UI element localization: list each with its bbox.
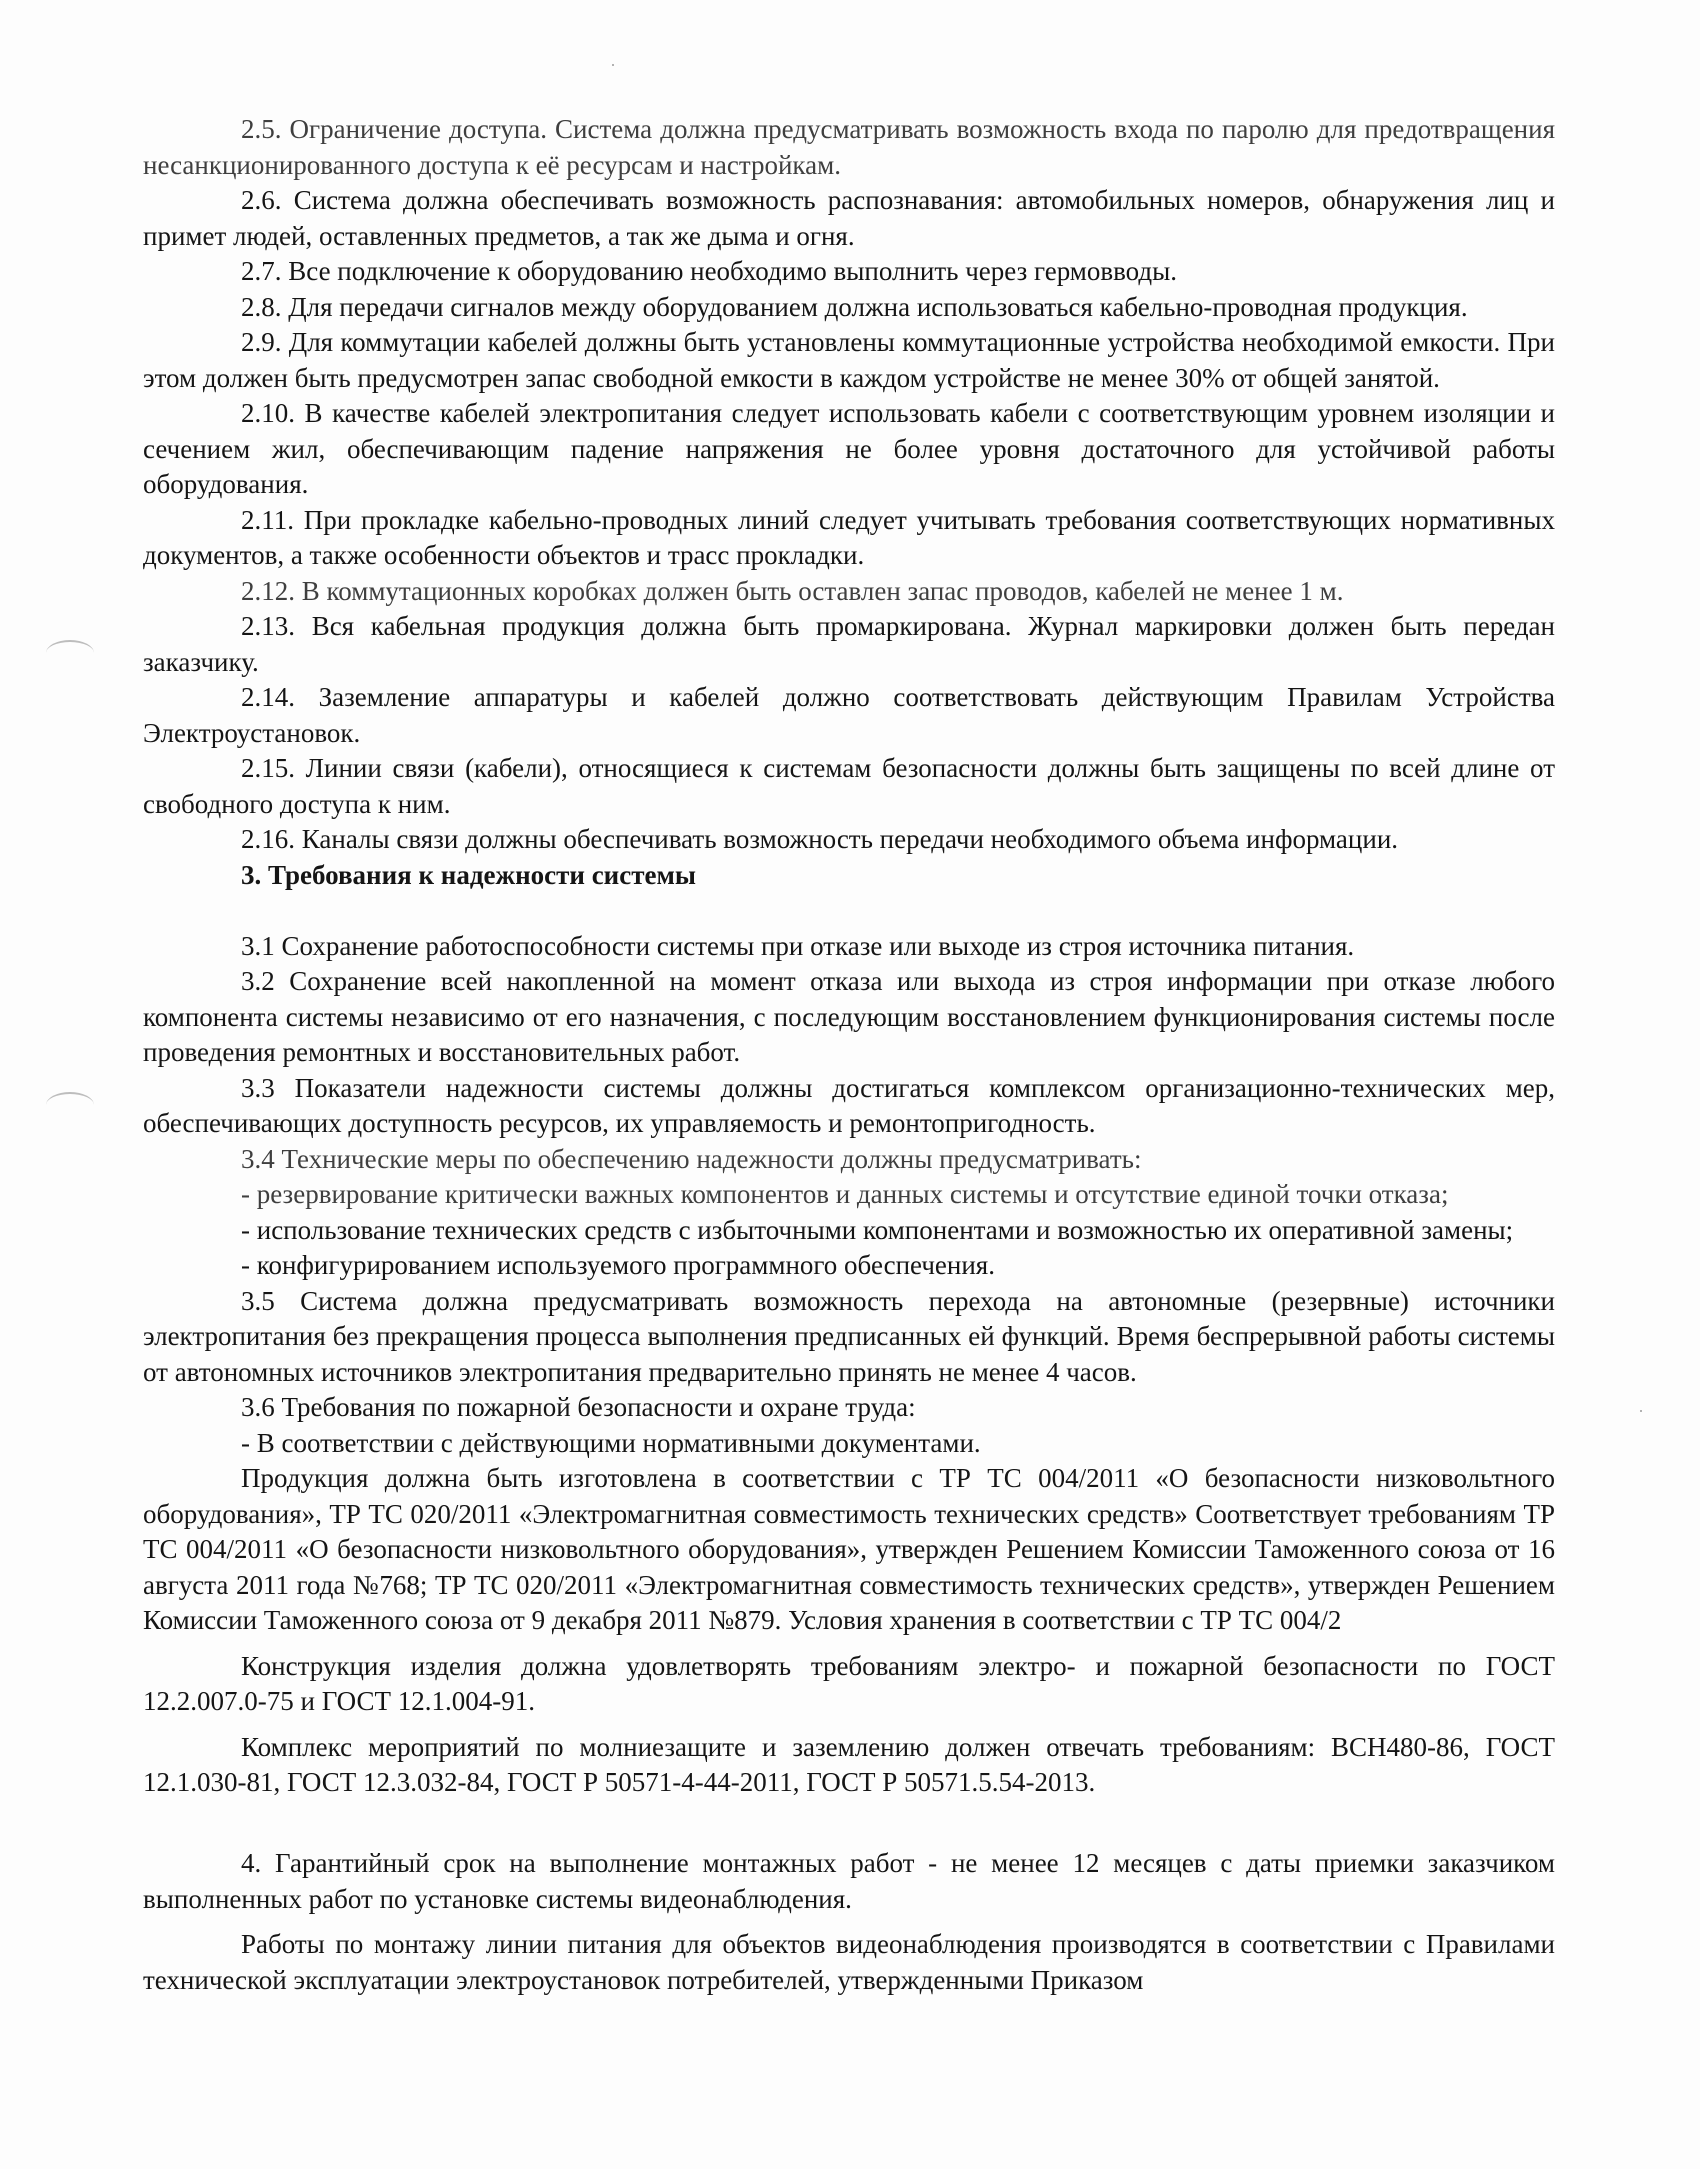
paragraph-2-7: 2.7. Все подключение к оборудованию необходимо выполнить через гермовводы. — [241, 256, 1178, 286]
punch-hole-mark — [46, 1092, 94, 1118]
section-3-heading: 3. Требования к надежности системы — [241, 859, 696, 890]
paragraph-gap — [143, 1836, 1555, 1846]
paragraph-2-14: 2.14. Заземление аппаратуры и кабелей должно соответствовать действующим Правилам Устройства Электроустановок. — [143, 682, 1555, 748]
punch-hole-mark — [46, 640, 94, 666]
paragraph-4-warranty: 4. Гарантийный срок на выполнение монтажных работ - не менее 12 месяцев с даты приемки заказчиком выполненных работ по установке системы видеонаблюдения. — [143, 1848, 1555, 1914]
paragraph-certification: Продукция должна быть изготовлена в соответствии с ТР ТС 004/2011 «О безопасности низковольтного оборудования», ТР ТС 020/2011 «Электромагнитная совместимость технических средств» Соответствует требованиям ТР ТС 004/2011 «О безопасности низковольтного оборудования», утвержден Решением Комиссии Таможенного союза от 16 августа 2011 года №768; ТР ТС 020/2011 «Электромагнитная совместимость технических средств», утвержден Решением Комиссии Таможенного союза от 9 декабря 2011 №879. Условия хранения в соответствии с ТР ТС 004/2 — [143, 1463, 1555, 1635]
paragraph-gap — [143, 1917, 1555, 1927]
paragraph-2-16: 2.16. Каналы связи должны обеспечивать возможность передачи необходимого объема информации. — [241, 824, 1399, 854]
paragraph-3-6: 3.6 Требования по пожарной безопасности и охране труда: — [241, 1392, 916, 1422]
paragraph-2-9: 2.9. Для коммутации кабелей должны быть установлены коммутационные устройства необходимой емкости. При этом должен быть предусмотрен запас свободной емкости в каждом устройстве не менее 30% от общей занятой. — [143, 327, 1555, 393]
paragraph-2-11: 2.11. При прокладке кабельно-проводных линий следует учитывать требования соответствующих нормативных документов, а также особенности объектов и трасс прокладки. — [143, 504, 1555, 570]
paragraph-2-12: 2.12. В коммутационных коробках должен быть оставлен запас проводов, кабелей не менее 1 м. — [241, 575, 1344, 606]
scan-speck — [1640, 1410, 1642, 1412]
paragraph-2-5: 2.5. Ограничение доступа. Система должна предусматривать возможность входа по паролю для предотвращения несанкционированного доступа к её ресурсам и настройкам. — [143, 114, 1555, 180]
document-body — [143, 112, 1555, 1998]
paragraph-3-4: 3.4 Технические меры по обеспечению надежности должны предусматривать: — [241, 1143, 1142, 1174]
blank-line — [143, 893, 1555, 929]
paragraph-2-15: 2.15. Линии связи (кабели), относящиеся к системам безопасности должны быть защищены по всей длине от свободного доступа к ним. — [143, 753, 1555, 819]
scan-speck — [612, 64, 614, 66]
list-item-hardware: - использование технических средств с избыточными компонентами и возможностью их оперативной замены; — [241, 1214, 1514, 1245]
list-item-regulations: - В соответствии с действующими нормативными документами. — [241, 1427, 981, 1458]
list-item-redundancy: - резервирование критически важных компонентов и данных системы и отсутствие единой точки отказа; — [241, 1179, 1449, 1209]
paragraph-3-2: 3.2 Сохранение всей накопленной на момент отказа или выхода из строя информации при отказе любого компонента системы независимо от его назначения, с последующим восстановлением функционирования системы после проведения ремонтных и восстановительных работ. — [143, 966, 1555, 1067]
paragraph-gap — [143, 1720, 1555, 1730]
blank-line — [143, 1801, 1555, 1837]
paragraph-3-5: 3.5 Система должна предусматривать возможность перехода на автономные (резервные) источники электропитания без прекращения процесса выполнения предписанных ей функций. Время беспрерывной работы системы от автономных источников электропитания предварительно принять не менее 4 часов. — [143, 1285, 1555, 1387]
paragraph-2-10: 2.10. В качестве кабелей электропитания следует использовать кабели с соответствующим уровнем изоляции и сечением жил, обеспечивающим падение напряжения не более уровня достаточного для устойчивой работы оборудования. — [143, 398, 1555, 499]
paragraph-3-1: 3.1 Сохранение работоспособности системы при отказе или выходе из строя источника питания. — [241, 930, 1355, 961]
paragraph-2-6: 2.6. Система должна обеспечивать возможность распознавания: автомобильных номеров, обнаружения лиц и примет людей, оставленных предметов, а так же дыма и огня. — [143, 185, 1555, 251]
paragraph-lightning-protection: Комплекс мероприятий по молниезащите и заземлению должен отвечать требованиям: ВСН480-86, ГОСТ 12.1.030-81, ГОСТ 12.3.032-84, ГОСТ Р 50571-4-44-2011, ГОСТ Р 50571.5.54-2013. — [143, 1731, 1555, 1797]
paragraph-2-13: 2.13. Вся кабельная продукция должна быть промаркирована. Журнал маркировки должен быть передан заказчику. — [143, 611, 1555, 677]
paragraph-3-3: 3.3 Показатели надежности системы должны достигаться комплексом организационно-технических мер, обеспечивающих доступность ресурсов, их управляемость и ремонтопригодность. — [143, 1072, 1555, 1138]
paragraph-2-8: 2.8. Для передачи сигналов между оборудованием должна использоваться кабельно-проводная продукция. — [241, 291, 1468, 322]
paragraph-electrical-safety: Конструкция изделия должна удовлетворять требованиям электро- и пожарной безопасности по ГОСТ 12.2.007.0-75 и ГОСТ 12.1.004-91. — [143, 1650, 1555, 1716]
paragraph-power-lines: Работы по монтажу линии питания для объектов видеонаблюдения производятся в соответствии с Правилами технической эксплуатации электроустановок потребителей, утвержденными Приказом — [143, 1929, 1555, 1995]
list-item-configuration: - конфигурированием используемого программного обеспечения. — [241, 1250, 995, 1280]
paragraph-gap — [143, 1639, 1555, 1649]
